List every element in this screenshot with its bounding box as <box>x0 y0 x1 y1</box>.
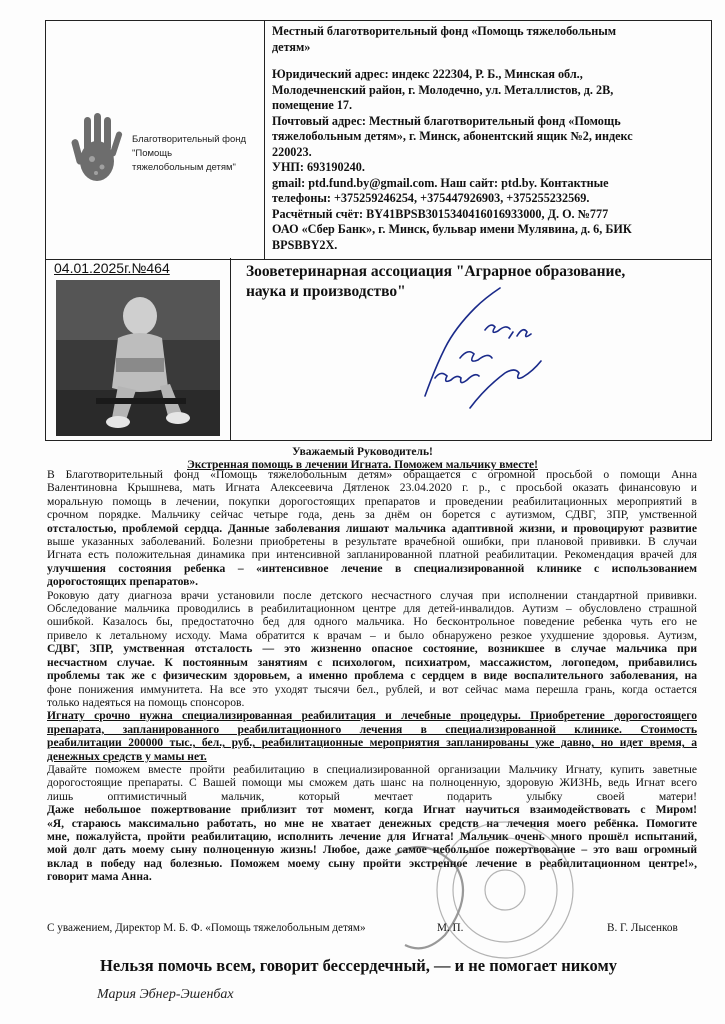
body-line: Даже небольшое пожертвование приблизит тот момент, когда Игнат научиться взаимодействовать с Миром! <box>47 803 697 817</box>
org-line: Местный благотворительный фонд «Помощь тяжелобольным <box>272 24 617 38</box>
reference-row <box>45 258 712 441</box>
stamp-place: М. П. <box>437 922 464 934</box>
org-line: Молодечненский район, г. Молодечно, ул. Металлистов, д. 2В, <box>272 82 614 97</box>
closing-quote: Нельзя помочь всем, говорит бессердечный, — и не помогает никому <box>100 956 617 975</box>
letter-body <box>47 468 697 884</box>
body-line: Давайте поможем вместе пройти реабилитацию в специализированной организации Мальчику Игнату, купить заветные <box>47 762 697 776</box>
logo-caption <box>132 133 262 175</box>
org-spacer <box>272 55 708 67</box>
org-line: 220023. <box>272 144 312 159</box>
body-line: моральную помощь в лечении, покупки дорогостоящих препаратов и проведении реабилитационных мероприятий в <box>47 494 697 508</box>
round-stamp-seal <box>385 815 585 965</box>
letterhead <box>45 20 712 260</box>
handprint-logo-icon <box>66 109 128 189</box>
addressee-line: наука и производство" <box>246 283 406 300</box>
body-line: отсталостью, проблемой сердца. Данные заболевания лишают мальчика адаптивной жизни, и провоцируют развитие <box>47 521 697 535</box>
body-line: денежных средств у мамы нет. <box>47 749 207 763</box>
reference-number: 04.01.2025г.№464 <box>54 260 170 276</box>
body-line: Обследование мальчика проводились в реабилитационном центре для детей-инвалидов. Аутизм – обусловлено страшной <box>47 602 697 616</box>
child-photo <box>56 280 220 436</box>
body-line: говорит мама Анна. <box>47 870 152 884</box>
org-line: помещение 17. <box>272 98 353 112</box>
logo-line: "Помощь <box>132 148 173 159</box>
body-line: Игнату срочно нужна специализированная реабилитация и лечебные процедуры. Приобретение дорогостоящего <box>47 709 697 723</box>
body-line: дорогостоящих препаратов». <box>47 575 199 589</box>
urgent-title: Экстренная помощь в лечении Игната. Поможем мальчику вместе! <box>187 459 538 471</box>
handwritten-resolution <box>405 278 565 418</box>
addressee-line: Зооветеринарная ассоциация "Аграрное образование, <box>246 263 626 280</box>
org-line: УНП: 693190240. <box>272 160 365 174</box>
body-line: улучшения состояния ребенка – «интенсивное лечение в специализированной клинике с использованием <box>47 561 697 575</box>
org-line: ОАО «Сбер Банк», г. Минск, бульвар имени Мулявина, д. 6, БИК <box>272 222 632 236</box>
body-line: препарата, запланированного реабилитационного лечения в специализированной клинике. Стоимость <box>47 722 697 736</box>
body-line: привело к летальному исходу. Мама обратится к врачам – и было обнаружено резкое ухудшение здоровья. Аутизм, <box>47 628 697 642</box>
org-line: тяжелобольным детям», г. Минск, абонентский ящик №2, индекс <box>272 129 633 143</box>
greeting: Уважаемый Руководитель! <box>292 446 433 458</box>
organization-details <box>272 24 708 253</box>
body-line: выше указанных заболеваний. Болезни приобретены в результате врачебной ошибки, при плановой прививки. В случаи <box>47 535 697 549</box>
reference-photo-cell <box>46 258 231 440</box>
body-line: фоне понижения иммунитета. На все это уходят тысячи бел., рублей, и вот сейчас мама перешла грань, когда остается <box>47 682 697 696</box>
body-line: вклад в победу над болезнью. Поможем моему сыну пройти экстренное лечение в реабилитационном центре!», <box>47 856 697 870</box>
org-line: Расчётный счёт: BY41BPSB3015340416016933000, Д. О. №777 <box>272 206 609 221</box>
logo-line: Благотворительный фонд <box>132 134 247 145</box>
body-line: мне, пожалуйста, пройти реабилитацию, исполнить лечение для Игната! Мальчик очень много прошёл испытаний, <box>47 829 697 843</box>
body-line: СДВГ, ЗПР, умственная отсталость — это жизненно опасное состояние, возникшее в случае мальчика при <box>47 642 697 656</box>
body-line: мой долг дать моему сыну полноценную жизнь! Любое, даже самое небольшое пожертвование – это ваш огромный <box>47 843 697 857</box>
logo-block <box>46 21 265 259</box>
logo-line: тяжелобольным детям" <box>132 162 236 173</box>
org-line: Почтовый адрес: Местный благотворительный фонд «Помощь <box>272 113 621 128</box>
body-line: Валентиновна Крышнева, мать Игната Алексеевича Дятленок 23.04.2020 г. р., с просьбой оказать финансовую и <box>47 481 697 495</box>
body-line: «Я, стараюсь максимально работать, но мне не хватает денежных средств на лечения моего ребёнка. Помогите <box>47 816 697 830</box>
body-line: срочном порядке. Мальчику сейчас четыре года, день за днём он борется с аутизмом, СДВГ, ЗПР, умственной <box>47 508 697 522</box>
body-line: ошибкой. Казалось бы, предостаточно бед для одного мальчика. Но бесконтрольное поведение ребенка чуть его не <box>47 615 697 629</box>
body-line: проблемы так же с физическим здоровьем, а именно проблема с сердцем в виде воспалительного заболевания, на <box>47 669 697 683</box>
org-line: BPSBBY2X. <box>272 237 338 252</box>
body-line: реабилитации 200000 тыс., бел., руб., реабилитационные мероприятия запланированы уже давно, но идет время, а <box>47 736 697 750</box>
body-line: лишь оптимистичный мальчик, который мечтает подарить улыбку своей матери! <box>47 789 697 803</box>
org-line: детям» <box>272 39 311 54</box>
quote-author-signature <box>95 980 255 1006</box>
org-line: gmail: ptd.fund.by@gmail.com. Наш сайт: ptd.by. Контактные <box>272 175 609 190</box>
body-line: только надеяться на помощь спонсоров. <box>47 695 245 709</box>
body-line: Игната есть положительная динамика при интенсивной запланированной платной реабилитации. Рекомендация врачей для <box>47 548 697 562</box>
body-line: В Благотворительный фонд «Помощь тяжелобольным детям» обращается с огромной просьбой о помощи Анна <box>47 468 697 481</box>
body-line: Роковую дату диагноза врачи установили после детского несчастного случая при исполнении стандартной прививки. <box>47 588 697 602</box>
signer-name: В. Г. Лысенков <box>607 922 678 934</box>
body-line: несчастном случае. К постоянным занятиям с психологом, психиатром, массажистом, логопедом, прибавились <box>47 655 697 669</box>
org-line: Юридический адрес: индекс 222304, Р. Б., Минская обл., <box>272 67 583 81</box>
org-line: телефоны: +375259246254, +375447926903, +375255232569. <box>272 191 590 205</box>
quote-author: Мария Эбнер-Эшенбах <box>97 987 234 1002</box>
body-line: дорогостоящие препараты. С Вашей помощи мы сможем дать шанс на полноценную, здоровую ЖИЗНЬ, ведь Игнат всего <box>47 776 697 790</box>
signature-title: С уважением, Директор М. Б. Ф. «Помощь тяжелобольным детям» <box>47 922 366 934</box>
